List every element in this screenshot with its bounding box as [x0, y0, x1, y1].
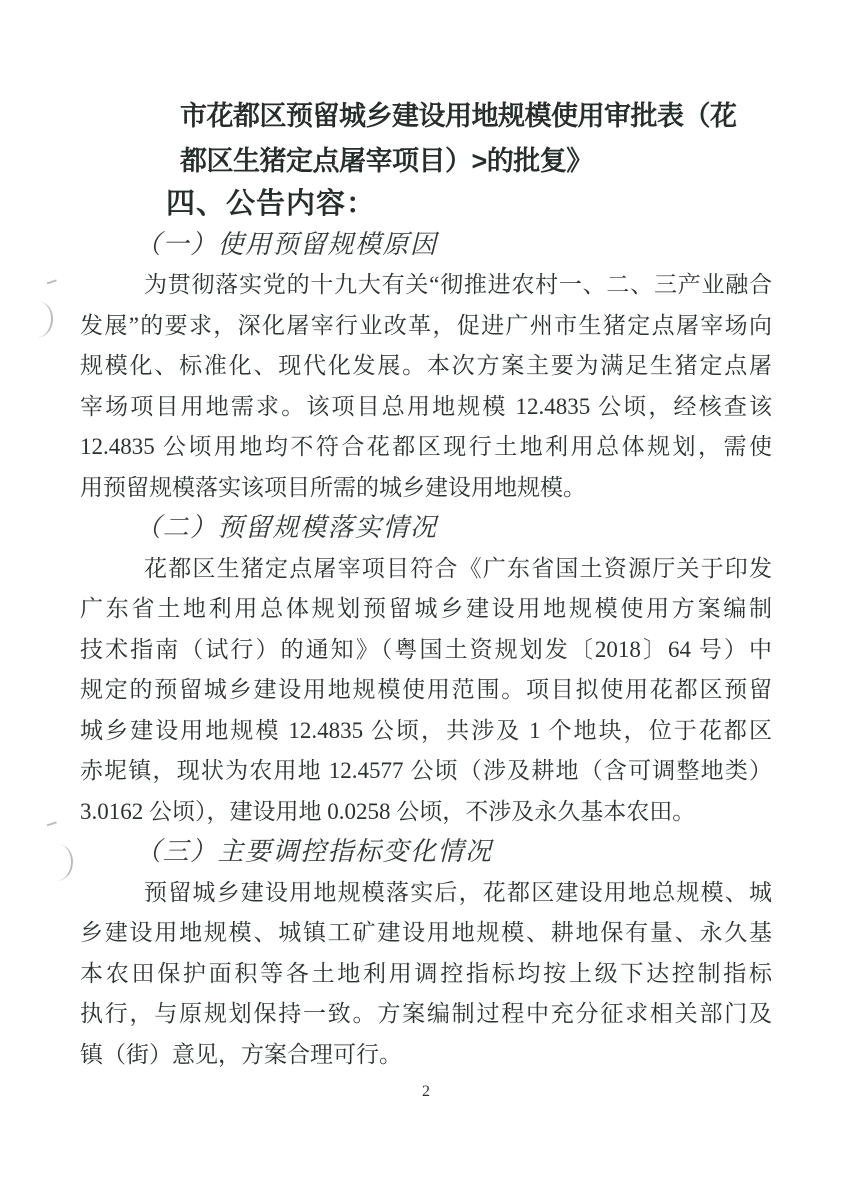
text-line: 执行，与原规划保持一致。方案编制过程中充分征求相关部门及: [80, 1001, 772, 1026]
doc-title-line: 都区生猪定点屠宰项目）>的批复》: [180, 146, 593, 176]
paragraph-control-indicators: [80, 873, 772, 1076]
text-line: 12.4835 公顷用地均不符合花都区现行土地利用总体规划，需使: [80, 434, 772, 459]
text-line: 宰场项目用地需求。该项目总用地规模 12.4835 公顷，经核查该: [80, 393, 772, 419]
text-line: 预留城乡建设用地规模落实后，花都区建设用地总规模、城: [144, 879, 772, 905]
text-line: 赤坭镇，现状为农用地 12.4577 公顷（涉及耕地（含可调整地类）: [80, 758, 772, 783]
text-line: 技术指南（试行）的通知》（粤国土资规划发〔2018〕64 号）中: [80, 636, 773, 662]
paragraph-reason-for-use: [80, 265, 772, 508]
page-number: 2: [422, 1083, 430, 1100]
text-line: 3.0162 公顷），建设用地 0.0258 公顷，不涉及永久基本农田。: [80, 798, 696, 824]
text-line: 花都区生猪定点屠宰项目符合《广东省国土资源厅关于印发: [144, 555, 772, 581]
text-line: 用预留规模落实该项目所需的城乡建设用地规模。: [80, 474, 586, 500]
text-line: 规定的预留城乡建设用地规模使用范围。项目拟使用花都区预留: [80, 677, 772, 702]
text-line: 发展”的要求，深化屠宰行业改革，促进广州市生猪定点屠宰场向: [80, 312, 772, 338]
text-line: 乡建设用地规模、城镇工矿建设用地规模、耕地保有量、永久基: [80, 920, 772, 945]
doc-title-line: 市花都区预留城乡建设用地规模使用审批表（花: [180, 101, 737, 131]
text-line: 镇（街）意见，方案合理可行。: [80, 1041, 402, 1067]
text-line: 为贯彻落实党的十九大有关“彻推进农村一、二、三产业融合: [144, 272, 772, 297]
text-line: 本农田保护面积等各土地利用调控指标均按上级下达控制指标: [80, 960, 772, 986]
text-line: 广东省土地利用总体规划预留城乡建设用地规模使用方案编制: [80, 596, 772, 621]
subsection-heading-1: （一）使用预留规模原因: [135, 229, 438, 259]
subsection-heading-3: （三）主要调控指标变化情况: [135, 837, 493, 866]
text-line: 规模化、标准化、现代化发展。本次方案主要为满足生猪定点屠: [80, 353, 772, 378]
text-line: 城乡建设用地规模 12.4835 公顷，共涉及 1 个地块，位于花都区: [80, 717, 772, 743]
paragraph-scale-implementation: [80, 549, 772, 833]
section-heading-announcement-content: 四、公告内容：: [166, 188, 377, 220]
doc-title-overflow: [80, 94, 772, 184]
subsection-heading-2: （二）预留规模落实情况: [135, 513, 438, 542]
